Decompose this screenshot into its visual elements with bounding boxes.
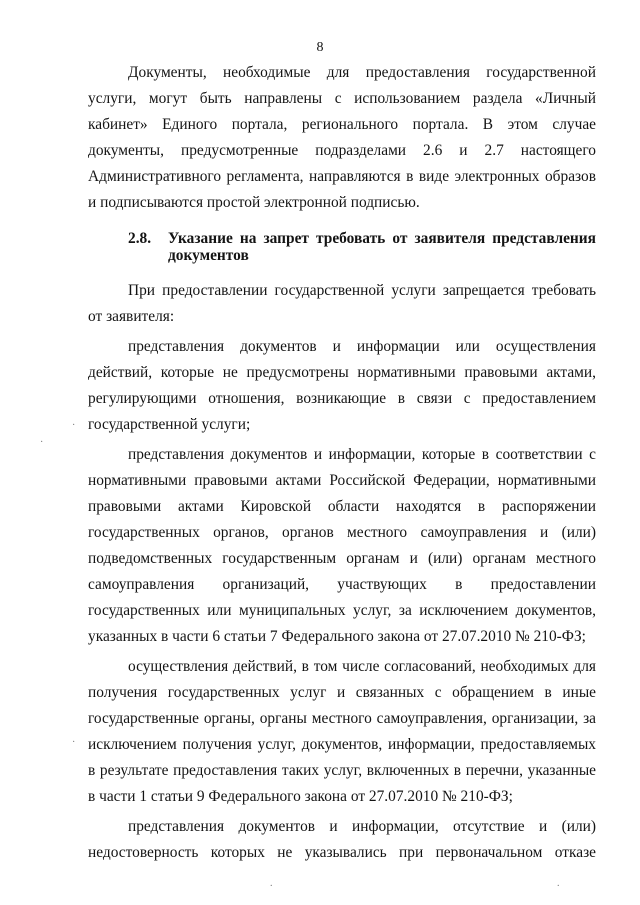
section-number: 2.8. bbox=[128, 230, 152, 247]
paragraph-prohibition-item-3: осуществления действий, в том числе согласований, необходимых для получения государственных услуг и связанных с обращением в иные государственные органы, органы местного самоуправления, организации, за исключением получения услуг, документов, информации, предоставляемых в результате предоставления таких услуг, включенных в перечни, указанные в части 1 статьи 9 Федерального закона от 27.07.2010 № 210-ФЗ; bbox=[88, 658, 596, 805]
scan-speck: . bbox=[557, 878, 560, 889]
paragraph-prohibition-item-1: представления документов и информации или осуществления действий, которые не предусмотрены нормативными правовыми актами, регулирующими отношения, возникающие в связи с предоставлением государственной услуги; bbox=[88, 338, 596, 433]
section-heading bbox=[88, 230, 596, 264]
page-number: 8 bbox=[316, 40, 324, 55]
paragraph-prohibition-intro-line-2: от заявителя: bbox=[88, 308, 175, 325]
paragraph-prohibition-intro-line-1: При предоставлении государственной услуги запрещается требовать bbox=[128, 282, 596, 299]
paragraph-electronic-submission: Документы, необходимые для предоставления государственной услуги, могут быть направлены с использованием раздела «Личный кабинет» Единого портала, регионального портала. В этом случае документы, предусмотренные подразделами 2.6 и 2.7 настоящего Административного регламента, направляются в виде электронных образов и подписываются простой электронной подписью. bbox=[88, 64, 596, 211]
scan-speck: · bbox=[72, 420, 76, 431]
document-body bbox=[88, 60, 596, 866]
section-title: Указание на запрет требовать от заявителя представления документов bbox=[168, 230, 596, 264]
paragraph-prohibition-item-4: представления документов и информации, отсутствие и (или) недостоверность которых не указывались при первоначальном отказе bbox=[88, 818, 596, 861]
scan-speck: · bbox=[72, 737, 76, 748]
paragraph-prohibition-item-2: представления документов и информации, которые в соответствии с нормативными правовыми актами Российской Федерации, нормативными правовыми актами Кировской области находятся в распоряжении государственных органов, органов местного самоуправления и (или) подведомственных государственным органам и (или) органам местного самоуправления организаций, участвующих в предоставлении государственных или муниципальных услуг, за исключением документов, указанных в части 6 статьи 7 Федерального закона от 27.07.2010 № 210-ФЗ; bbox=[88, 446, 596, 645]
scan-speck: · bbox=[40, 437, 44, 448]
scan-speck: . bbox=[270, 878, 273, 889]
